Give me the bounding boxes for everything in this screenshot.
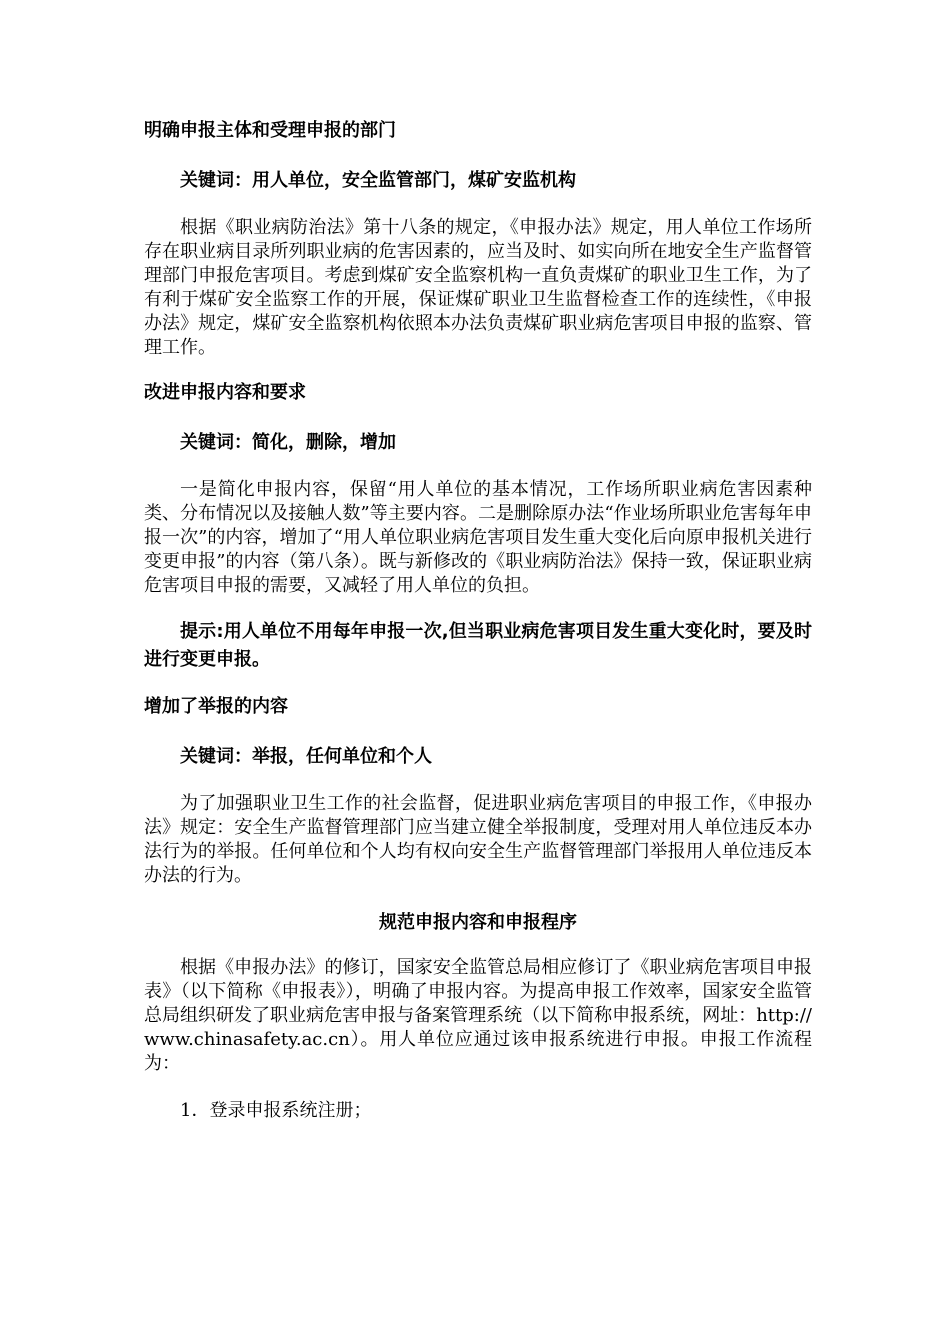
document-page: [144, 118, 812, 1124]
section-heading-reporting: 增加了举报的内容: [144, 696, 288, 717]
body-paragraph: 根据《申报办法》的修订，国家安全监管总局相应修订了《职业病危害项目申报表》（以下简称《申报表》），明确了申报内容。为提高申报工作效率，国家安全监管总局组织研发了职业病危害申报与备案管理系统（以下简称申报系统，网址：http://www.chinasafety.ac.cn）。用人单位应通过该申报系统进行申报。申报工作流程为：: [144, 957, 812, 1074]
section-heading-improve-content: 改进申报内容和要求: [144, 382, 306, 403]
keywords-line: 关键词：举报，任何单位和个人: [180, 746, 432, 767]
keywords-line: 关键词：用人单位，安全监管部门，煤矿安监机构: [180, 170, 576, 191]
section-heading-declaration-subject: 明确申报主体和受理申报的部门: [144, 120, 396, 141]
list-item: 1．登录申报系统注册；: [180, 1100, 372, 1121]
tip-paragraph: 提示:用人单位不用每年申报一次,但当职业病危害项目发生重大变化时，要及时进行变更申报。: [144, 621, 812, 670]
keywords-line: 关键词：简化，删除，增加: [180, 432, 396, 453]
body-paragraph: 一是简化申报内容，保留“用人单位的基本情况，工作场所职业病危害因素种类、分布情况以及接触人数”等主要内容。二是删除原办法“作业场所职业危害每年申报一次”的内容，增加了“用人单位职业病危害项目发生重大变化后向原申报机关进行变更申报”的内容（第八条）。既与新修改的《职业病防治法》保持一致，保证职业病危害项目申报的需要，又减轻了用人单位的负担。: [144, 479, 812, 596]
body-paragraph: 根据《职业病防治法》第十八条的规定，《申报办法》规定，用人单位工作场所存在职业病目录所列职业病的危害因素的，应当及时、如实向所在地安全生产监督管理部门申报危害项目。考虑到煤矿安全监察机构一直负责煤矿的职业卫生工作，为了有利于煤矿安全监察工作的开展，保证煤矿职业卫生监督检查工作的连续性，《申报办法》规定，煤矿安全监察机构依照本办法负责煤矿职业病危害项目申报的监察、管理工作。: [144, 217, 812, 358]
body-paragraph: 为了加强职业卫生工作的社会监督，促进职业病危害项目的申报工作，《申报办法》规定：安全生产监督管理部门应当建立健全举报制度，受理对用人单位违反本办法行为的举报。任何单位和个人均有权向安全生产监督管理部门举报用人单位违反本办法的行为。: [144, 793, 812, 886]
section-heading-standardize-procedure: 规范申报内容和申报程序: [379, 912, 577, 933]
